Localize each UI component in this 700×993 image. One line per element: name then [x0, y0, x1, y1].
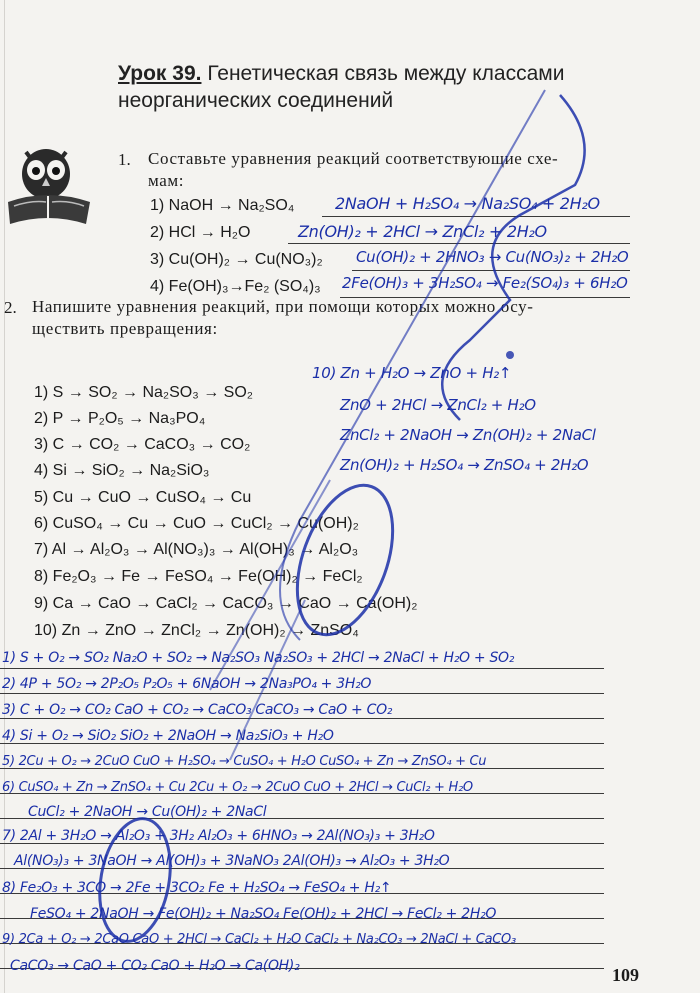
lesson-title-line1: Генетическая связь между классами [207, 62, 565, 85]
task2-answer-9b: CaCO₃ → CaO + CO₂ CaO + H₂O → Ca(OH)₂ [10, 958, 300, 974]
task2-answer-8: 8) Fe₂O₃ + 3CO → 2Fe + 3CO₂ Fe + H₂SO₄ → FeSO₄ + H₂↑ [2, 880, 392, 896]
task2-answer-8b: FeSO₄ + 2NaOH → Fe(OH)₂ + Na₂SO₄ Fe(OH)₂ + 2HCl → FeCl₂ + 2H₂O [30, 906, 497, 922]
chain-2: 2) P → P₂O₅ → Na₃PO₄ [34, 410, 206, 427]
task1-answer-4: 2Fe(OH)₃ + 3H₂SO₄ → Fe₂(SO₄)₃ + 6H₂O [342, 274, 628, 292]
task2-prompt-line1: Напишите уравнения реакций, при помощи которых можно осу- [32, 297, 534, 316]
task1-answer-2: Zn(OH)₂ + 2HCl → ZnCl₂ + 2H₂O [298, 222, 547, 241]
chain-1: 1) S → SO₂ → Na₂SO₃ → SO₂ [34, 384, 253, 401]
chain-3: 3) C → CO₂ → CaCO₃ → CO₂ [34, 436, 251, 453]
task2-answer-9: 9) 2Ca + O₂ → 2CaO CaO + 2HCl → CaCl₂ + H₂O CaCl₂ + Na₂CO₃ → 2NaCl + CaCO₃ [2, 932, 516, 947]
chain-5: 5) Cu → CuO → CuSO₄ → Cu [34, 489, 252, 506]
task1-scheme-2: 2) HCl → H₂O [150, 224, 251, 241]
task2-answer-3: 3) C + O₂ → CO₂ CaO + CO₂ → CaCO₃ CaCO₃ → CaO + CO₂ [2, 702, 393, 718]
task2-prompt-line2: ществить превращения: [32, 319, 218, 338]
chain-10: 10) Zn → ZnO → ZnCl₂ → Zn(OH)₂ → ZnSO₄ [34, 622, 359, 639]
task2-answer-1: 1) S + O₂ → SO₂ Na₂O + SO₂ → Na₂SO₃ Na₂SO₃ + 2HCl → 2NaCl + H₂O + SO₂ [2, 650, 515, 666]
task1-scheme-1: 1) NaOH → Na₂SO₄ [150, 197, 295, 214]
task1-prompt-line2: мам: [148, 171, 185, 190]
task2-answer-4: 4) Si + O₂ → SiO₂ SiO₂ + 2NaOH → Na₂SiO₃ + H₂O [2, 728, 334, 744]
side-answer-1: 10) Zn + H₂O → ZnO + H₂↑ [312, 364, 512, 382]
task2-answer-7b: Al(NO₃)₃ + 3NaOH → Al(OH)₃ + 3NaNO₃ 2Al(OH)₃ → Al₂O₃ + 3H₂O [14, 853, 450, 869]
task2-answer-6b: CuCl₂ + 2NaOH → Cu(OH)₂ + 2NaCl [28, 804, 267, 820]
page-number: 109 [612, 965, 639, 985]
task2-answer-7: 7) 2Al + 3H₂O → Al₂O₃ + 3H₂ Al₂O₃ + 6HNO₃ → 2Al(NO₃)₃ + 3H₂O [2, 828, 435, 844]
lesson-number: Урок 39. [118, 62, 202, 85]
task2-answer-6: 6) CuSO₄ + Zn → ZnSO₄ + Cu 2Cu + O₂ → 2CuO CuO + 2HCl → CuCl₂ + H₂O [2, 780, 473, 795]
lesson-title-line2: неорганических соединений [118, 89, 394, 112]
chain-6: 6) CuSO₄ → Cu → CuO → CuCl₂ → Cu(OH)₂ [34, 515, 359, 532]
side-answer-2: ZnO + 2HCl → ZnCl₂ + H₂O [340, 396, 536, 414]
task1-scheme-3: 3) Cu(OH)₂ → Cu(NO₃)₂ [150, 251, 323, 268]
side-answer-3: ZnCl₂ + 2NaOH → Zn(OH)₂ + 2NaCl [340, 426, 596, 444]
chain-4: 4) Si → SiO₂ → Na₂SiO₃ [34, 462, 210, 479]
task1-answer-3: Cu(OH)₂ + 2HNO₃ → Cu(NO₃)₂ + 2H₂O [356, 248, 629, 266]
chain-7: 7) Al → Al₂O₃ → Al(NO₃)₃ → Al(OH)₃ → Al₂O₃ [34, 541, 359, 558]
side-answer-4: Zn(OH)₂ + H₂SO₄ → ZnSO₄ + 2H₂O [340, 456, 589, 474]
task1-prompt-line1: Составьте уравнения реакций соответствующие схе- [148, 149, 559, 168]
chain-9: 9) Ca → CaO → CaCl₂ → CaCO₃ → CaO → Ca(OH)₂ [34, 595, 418, 612]
task2-answer-2: 2) 4P + 5O₂ → 2P₂O₅ P₂O₅ + 6NaOH → 2Na₃PO₄ + 3H₂O [2, 676, 372, 692]
chain-8: 8) Fe₂O₃ → Fe → FeSO₄ → Fe(OH)₂ → FeCl₂ [34, 568, 363, 585]
task2-answer-5: 5) 2Cu + O₂ → 2CuO CuO + H₂SO₄ → CuSO₄ + H₂O CuSO₄ + Zn → ZnSO₄ + Cu [2, 754, 487, 769]
task1-answer-1: 2NaOH + H₂SO₄ → Na₂SO₄ + 2H₂O [335, 194, 600, 213]
task2-number: 2. [4, 298, 17, 317]
task1-scheme-4: 4) Fe(OH)₃→Fe₂ (SO₄)₃ [150, 278, 321, 295]
task1-number: 1. [118, 150, 131, 169]
